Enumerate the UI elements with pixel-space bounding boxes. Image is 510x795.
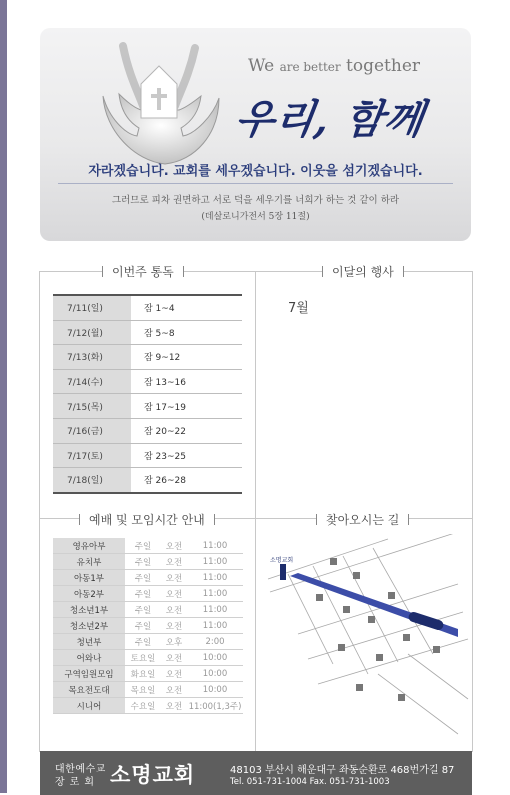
schedule-title: 예배 및 모임시간 안내 — [79, 511, 215, 528]
schedule-group: 청소년1부 — [53, 602, 125, 618]
schedule-day: 주일 — [125, 602, 161, 618]
schedule-day: 주일 — [125, 554, 161, 570]
reading-date: 7/17(토) — [53, 443, 131, 468]
schedule-group: 청소년2부 — [53, 618, 125, 634]
schedule-row — [53, 650, 243, 666]
schedule-ampm: 오전 — [161, 586, 187, 602]
tagline-end: together — [346, 56, 421, 76]
schedule-day: 화요일 — [125, 666, 161, 682]
schedule-time: 10:00 — [187, 650, 243, 666]
footer-denomination-2: 장로회 — [55, 777, 99, 788]
directions-title: 찾아오시는 길 — [316, 511, 409, 528]
reading-passage: 잠 5~8 — [131, 320, 242, 345]
schedule-day: 주일 — [125, 618, 161, 634]
schedule-row — [53, 538, 243, 554]
reading-date: 7/18(일) — [53, 468, 131, 493]
map-church-label: 소명교회 — [270, 557, 294, 564]
schedule-time: 11:00 — [187, 602, 243, 618]
hands-house-illustration — [95, 36, 225, 171]
reading-row — [53, 295, 242, 320]
schedule-row — [53, 698, 243, 714]
schedule-ampm: 오전 — [161, 618, 187, 634]
schedule-day: 수요일 — [125, 698, 161, 714]
schedule-day: 주일 — [125, 570, 161, 586]
tagline-we: We — [248, 56, 275, 76]
reading-date: 7/13(화) — [53, 345, 131, 370]
reading-passage: 잠 9~12 — [131, 345, 242, 370]
reading-row — [53, 418, 242, 443]
tagline-mid: are better — [279, 60, 341, 74]
reading-row — [53, 443, 242, 468]
schedule-ampm: 오전 — [161, 698, 187, 714]
schedule-group: 아동2부 — [53, 586, 125, 602]
schedule-row — [53, 586, 243, 602]
hero-divider — [58, 183, 453, 184]
schedule-group: 청년부 — [53, 634, 125, 650]
footer-bar — [40, 751, 472, 795]
events-month: 7월 — [288, 301, 309, 316]
schedule-group: 시니어 — [53, 698, 125, 714]
schedule-row — [53, 602, 243, 618]
schedule-row — [53, 634, 243, 650]
reading-passage: 잠 23~25 — [131, 443, 242, 468]
footer-address: 48103 부산시 해운대구 좌동순환로 468번가길 87 — [230, 765, 455, 776]
schedule-time: 2:00 — [187, 634, 243, 650]
slogan: 자라겠습니다. 교회를 세우겠습니다. 이웃을 섬기겠습니다. — [88, 164, 423, 179]
schedule-ampm: 오전 — [161, 538, 187, 554]
reading-table — [53, 294, 242, 494]
schedule-row — [53, 570, 243, 586]
schedule-row — [53, 618, 243, 634]
location-map — [258, 534, 470, 749]
left-accent-bar — [0, 0, 7, 793]
schedule-group: 구역임원모임 — [53, 666, 125, 682]
schedule-ampm: 오전 — [161, 570, 187, 586]
footer-denomination: 대한예수교 — [55, 764, 106, 775]
schedule-ampm: 오전 — [161, 602, 187, 618]
schedule-group: 유치부 — [53, 554, 125, 570]
reading-title: 이번주 통독 — [102, 263, 184, 280]
schedule-day: 토요일 — [125, 650, 161, 666]
hero-banner — [40, 28, 471, 241]
schedule-time: 11:00 — [187, 570, 243, 586]
reading-row — [53, 369, 242, 394]
reading-row — [53, 468, 242, 493]
footer-church-name: 소명교회 — [110, 763, 196, 787]
schedule-time: 10:00 — [187, 682, 243, 698]
schedule-ampm: 오전 — [161, 650, 187, 666]
schedule-day: 목요일 — [125, 682, 161, 698]
reading-row — [53, 345, 242, 370]
bible-verse: 그러므로 피차 권면하고 서로 덕을 세우기를 너희가 하는 것 같이 하라 — [111, 195, 400, 206]
reading-passage: 잠 26~28 — [131, 468, 242, 493]
schedule-ampm: 오전 — [161, 554, 187, 570]
verse-reference: (데살로니가전서 5장 11절) — [201, 212, 310, 222]
schedule-group: 아동1부 — [53, 570, 125, 586]
schedule-day: 주일 — [125, 538, 161, 554]
reading-passage: 잠 1~4 — [131, 295, 242, 320]
schedule-time: 11:00 — [187, 538, 243, 554]
schedule-time: 11:00 — [187, 554, 243, 570]
reading-date: 7/16(금) — [53, 418, 131, 443]
events-title: 이달의 행사 — [322, 263, 404, 280]
schedule-time: 10:00 — [187, 666, 243, 682]
schedule-ampm: 오전 — [161, 666, 187, 682]
schedule-ampm: 오후 — [161, 634, 187, 650]
schedule-group: 어와나 — [53, 650, 125, 666]
reading-passage: 잠 17~19 — [131, 394, 242, 419]
calligraphy-title: 우리, 함께 — [232, 96, 428, 143]
footer-contact: Tel. 051-731-1004 Fax. 051-731-1003 — [230, 777, 390, 787]
reading-passage: 잠 20~22 — [131, 418, 242, 443]
reading-row — [53, 394, 242, 419]
reading-date: 7/12(월) — [53, 320, 131, 345]
schedule-ampm: 오전 — [161, 682, 187, 698]
schedule-time: 11:00 — [187, 618, 243, 634]
grid-vertical-divider — [255, 271, 256, 751]
schedule-row — [53, 554, 243, 570]
reading-row — [53, 320, 242, 345]
reading-date: 7/11(일) — [53, 295, 131, 320]
schedule-table — [53, 538, 243, 714]
schedule-group: 목요전도대 — [53, 682, 125, 698]
reading-passage: 잠 13~16 — [131, 369, 242, 394]
schedule-time: 11:00 — [187, 586, 243, 602]
schedule-group: 영유아부 — [53, 538, 125, 554]
schedule-row — [53, 682, 243, 698]
schedule-day: 주일 — [125, 586, 161, 602]
schedule-time: 11:00(1,3주) — [187, 698, 243, 714]
reading-date: 7/14(수) — [53, 369, 131, 394]
tagline — [248, 56, 420, 76]
schedule-day: 주일 — [125, 634, 161, 650]
reading-date: 7/15(목) — [53, 394, 131, 419]
schedule-row — [53, 666, 243, 682]
